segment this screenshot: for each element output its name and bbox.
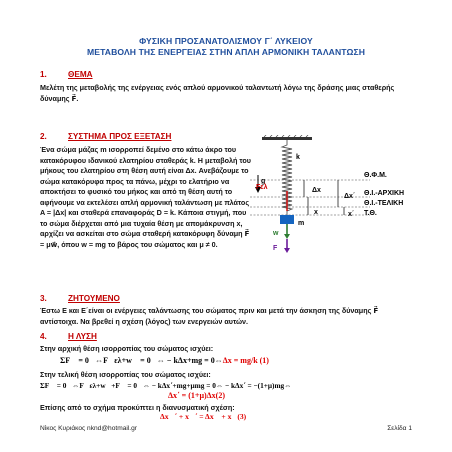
document-title: ΦΥΣΙΚΗ ΠΡΟΣΑΝΑΤΟΛΙΣΜΟΥ Γ΄ ΛΥΚΕΙΟΥ [139, 36, 313, 46]
theme-text: Μελέτη της μεταβολής της ενέργειας ενός απλού αρμονικού ταλαντωτή λόγω της δράσης μιας σταθερής δύναμης F⃗. [40, 83, 395, 103]
spring-diagram [240, 135, 420, 255]
footer-author: Νίκος Κυριάκος nknd@hotmail.gr [40, 425, 137, 432]
label-xp: x΄ [348, 211, 355, 218]
label-dx: Δx [312, 187, 321, 194]
label-m: m [298, 220, 305, 227]
system-text: Ένα σώμα μάζας m ισορροπεί δεμένο στο κάτω άκρο του κατακόρυφου ιδανικού ελατηρίου σταθεράς k. Η μεταβολή του μήκους του ελατηρίου στη θέση αυτή είναι Δx. Ανεβάζουμε το σώμα κατακόρυφα προς τα πάνω, μέχρι το ελατήριο να αποκτήσει το φυσικό του μήκος και από τη θέση αυτή το αφήνουμε να εκτελέσει απλή αρμονική ταλάντωση με πλάτος A = |Δx| και σταθερά επαναφοράς D = k. Κάποια στιγμή, που το σώμα διέρχεται από μια τυχαία θέση με απομάκρυνση x, αρχίζει να ασκείται στο σώμα σταθερή κατακόρυφη δύναμη F⃗ = μw⃗, όπου w = mg το βάρος του σώματος και μ ≠ 0. [40, 145, 251, 249]
solution-line-3: Επίσης από το σχήμα προκύπτει η διανυσματική σχέση: [40, 403, 235, 412]
label-dxp: Δx΄ [344, 193, 356, 200]
section-heading-1: 1. ΘΕΜΑ [40, 70, 93, 79]
dimension-arrows [304, 180, 344, 215]
equation-1: ΣF⃗ = 0⃗⇔F⃗ελ+w⃗ = 0⃗⇔ − kΔx+mg = 0⇔Δx = mg/k (1) [60, 356, 269, 365]
label-w: w [273, 230, 279, 237]
label-x: x [314, 209, 318, 216]
section-heading-4: 4. Η ΛΥΣΗ [40, 332, 97, 341]
section-heading-3: 3. ΖΗΤΟΥΜΕΝΟ [40, 294, 120, 303]
equation-2: ΣF⃗ = 0⃗⇔F⃗ελ+w⃗+F⃗ = 0⃗⇔ − kΔx΄+mg+μmg = 0⇔ − kΔx΄ = −(1+μ)mg⇔ [40, 381, 292, 390]
weight-arrowhead [284, 234, 290, 239]
label-g: g [261, 178, 266, 185]
label-k: k [296, 154, 300, 161]
equation-2-result: Δx΄ = (1+μ)Δx(2) [168, 391, 226, 400]
footer-page-number: Σελίδα 1 [387, 425, 412, 432]
goal-text: Έστω E και E΄είναι οι ενέργειες ταλάντωσης του σώματος πριν και μετά την άσκηση της δύναμης F⃗ αντίστοιχα. Να βρεθεί η σχέση (λόγος) των ενεργειών αυτών. [40, 306, 379, 326]
label-fel: Fελ [256, 184, 268, 191]
ceiling [262, 137, 312, 140]
mass-block [280, 215, 294, 224]
document-subtitle: ΜΕΤΑΒΟΛΗ ΤΗΣ ΕΝΕΡΓΕΙΑΣ ΣΤΗΝ ΑΠΛΗ ΑΡΜΟΝΙΚΗ ΤΑΛΑΝΤΩΣΗ [86, 47, 366, 57]
label-f: F [273, 245, 278, 252]
label-initial-equilibrium: Θ.Ι.-ΑΡΧΙΚΗ [364, 190, 405, 197]
solution-line-1: Στην αρχική θέση ισορροπίας του σώματος ισχύει: [40, 344, 214, 353]
section-heading-2: 2. ΣΥΣΤΗΜΑ ΠΡΟΣ ΕΞΕΤΑΣΗ [40, 132, 172, 141]
solution-line-2: Στην τελική θέση ισορροπίας του σώματος ισχύει: [40, 370, 211, 379]
equation-3: Δx⃗΄ + x⃗΄ = Δx⃗ + x⃗(3) [160, 412, 247, 421]
label-natural-length: Θ.Φ.Μ. [364, 172, 387, 179]
label-random-position: Τ.Θ. [364, 210, 377, 217]
ceiling-hatch [264, 135, 310, 137]
force-f-arrowhead [284, 248, 290, 253]
label-final-equilibrium: Θ.Ι.-ΤΕΛΙΚΗ [364, 200, 404, 207]
